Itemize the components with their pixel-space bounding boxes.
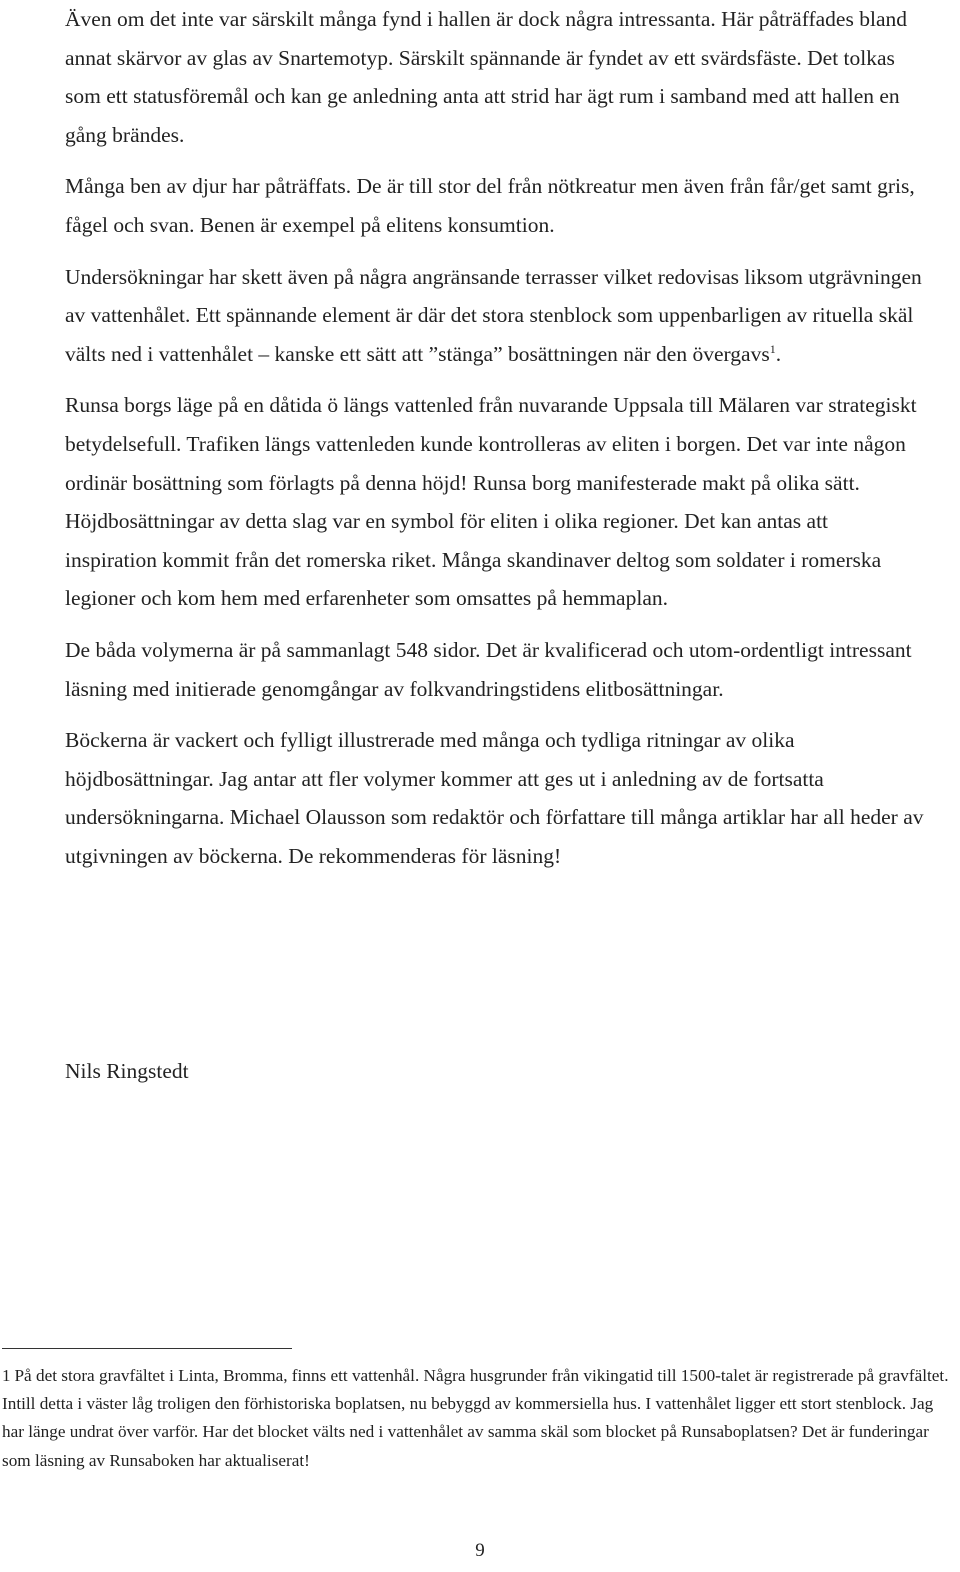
paragraph-water-hole	[65, 258, 925, 374]
article-body	[65, 0, 925, 888]
paragraph-volumes: De båda volymerna är på sammanlagt 548 sidor. Det är kvalificerad och utom-ordentligt intressant läsning med initierade genomgångar av folkvandringstidens elitbosättningar.	[65, 637, 912, 701]
footnote-text: På det stora gravfältet i Linta, Bromma, finns ett vattenhål. Några husgrunder från vikingatid till 1500-talet är registrerade på gravfältet. Intill detta i väster låg troligen den förhistoriska boplatsen, nu bebyggd av kommersiella hus. I vattenhålet ligger ett stort stenblock. Jag har länge undrat över varför. Har det blocket välts ned i vattenhålet av samma skäl som blocket på Runsaboplatsen? Det är funderingar som läsning av Runsaboken har aktualiserat!	[2, 1366, 949, 1470]
page-number: 9	[475, 1540, 485, 1561]
paragraph-water-hole-text: Undersökningar har skett även på några angränsande terrasser vilket redovisas liksom utgrävningen av vattenhålet. Ett spännande element är där det stora stenblock som uppenbarligen av rituella skäl välts ned i vattenhålet – kanske ett sätt att ”stänga” bosättningen när den övergavs	[65, 264, 922, 366]
footnote	[2, 1362, 957, 1475]
paragraph-illustrations: Böckerna är vackert och fylligt illustrerade med många och tydliga ritningar av olika höjdbosättningar. Jag antar att fler volymer kommer att ges ut i anledning av de fortsatta undersökningarna. Michael Olausson som redaktör och författare till många artiklar har all heder av utgivningen av böckerna. De rekommenderas för läsning!	[65, 728, 924, 868]
footnote-marker: 1	[2, 1366, 11, 1385]
footnote-reference[interactable]: 1	[769, 341, 776, 356]
paragraph-runsa-location: Runsa borgs läge på en dåtida ö längs vattenled från nuvarande Uppsala till Mälaren var strategiskt betydelsefull. Trafiken längs vattenleden kunde kontrolleras av eliten i borgen. Det var inte någon ordinär bosättning som förlagts på denna höjd! Runsa borg manifesterade makt på olika sätt. Höjdbosättningar av detta slag var en symbol för eliten i olika regioner. Det kan antas att inspiration kommit från det romerska riket. Många skandinaver deltog som soldater i romerska legioner och kom hem med erfarenheter som omsattes på hemmaplan.	[65, 393, 917, 611]
paragraph-hall-finds: Även om det inte var särskilt många fynd i hallen är dock några intressanta. Här påträffades bland annat skärvor av glas av Snartemotyp. Särskilt spännande är fyndet av ett svärdsfäste. Det tolkas som ett statusföremål och kan ge anledning anta att strid har ägt rum i samband med att hallen en gång brändes.	[65, 7, 907, 147]
paragraph-water-hole-end: .	[775, 341, 782, 366]
footnote-divider	[2, 1348, 292, 1349]
author-signature: Nils Ringstedt	[65, 1059, 189, 1083]
paragraph-animal-bones: Många ben av djur har påträffats. De är till stor del från nötkreatur men även från får/get samt gris, fågel och svan. Benen är exempel på elitens konsumtion.	[65, 174, 915, 237]
